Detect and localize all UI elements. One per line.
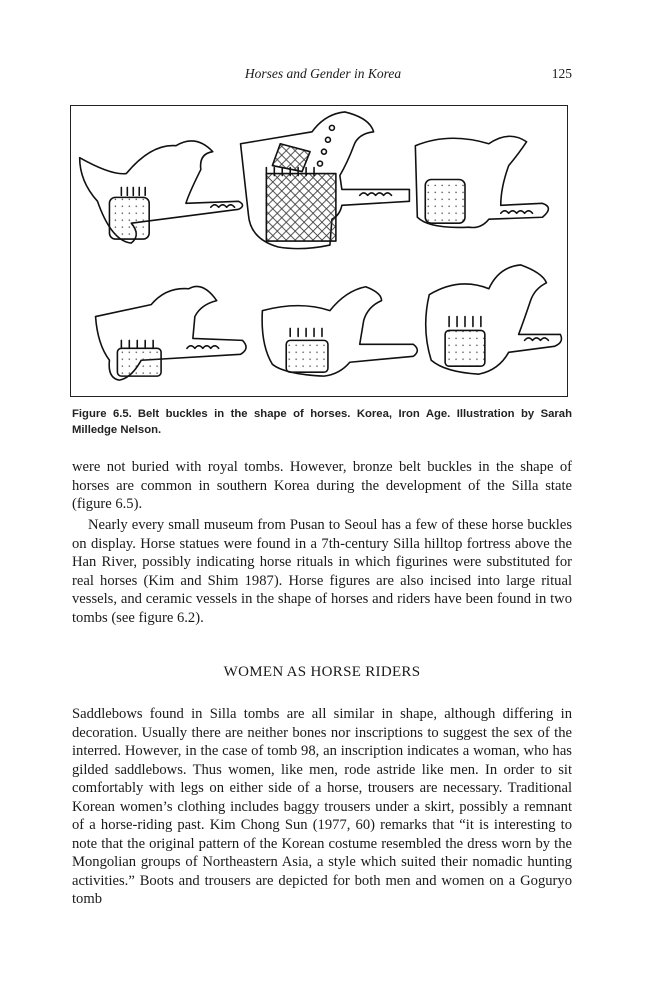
horse-buckle-5 bbox=[262, 287, 417, 376]
horse-buckle-3 bbox=[415, 136, 548, 227]
horse-buckle-2 bbox=[241, 112, 410, 249]
page-number: 125 bbox=[551, 66, 572, 81]
figure-caption-text: Belt buckles in the shape of horses. Korea, Iron Age. Illustration by Sarah Milledge Nelson. bbox=[72, 408, 572, 436]
horse-buckle-4 bbox=[96, 286, 247, 380]
section-heading: WOMEN AS HORSE RIDERS bbox=[223, 664, 421, 680]
section-paragraph: Saddlebows found in Silla tombs are all similar in shape, although differing in decoration. Usually there are neither bones nor inscriptions to suggest the sex of the interred. However, in the case of tomb 98, an inscription indicates a woman, who has gilded saddlebows. Thus women, like men, rode astride like men. In order to sit comfortably with legs on either side of a horse, trousers are necessary. Traditional Korean women’s clothing includes baggy trousers under a skirt, possibly a remnant of a horse-riding past. Kim Chong Sun (1977, 60) remarks that “it is interesting to note that the original pattern of the Korean costume resembled the dress worn by the Mongolian groups of Northeastern Asia, a style which suited their nomadic hunting activities.” Boots and trousers are depicted for both men and women on a Goguryo tomb bbox=[72, 706, 572, 907]
figure-caption bbox=[72, 406, 572, 438]
body-paragraph-2: Nearly every small museum from Pusan to Seoul has a few of these horse buckles on display. Horse statues were found in a 7th-century Silla hilltop fortress above the Han River, possibly indicating horse rituals in which figurines were substituted for real horses (Kim and Shim 1987). Horse figures are also incised into large ritual vessels, and ceramic vessels in the shape of horses and riders have been found in two tombs (see figure 6.2). bbox=[72, 517, 572, 626]
horse-buckle-6 bbox=[426, 265, 562, 374]
running-head bbox=[72, 66, 574, 86]
horse-buckle-1 bbox=[80, 141, 243, 243]
running-head-title: Horses and Gender in Korea bbox=[244, 66, 402, 81]
horse-buckles-illustration bbox=[71, 106, 567, 396]
figure-horse-buckles bbox=[70, 105, 568, 397]
figure-label: Figure 6.5. bbox=[72, 408, 132, 420]
body-paragraph-1: were not buried with royal tombs. However, bronze belt buckles in the shape of horses are common in southern Korea during the development of the Silla state (figure 6.5). bbox=[72, 459, 572, 512]
